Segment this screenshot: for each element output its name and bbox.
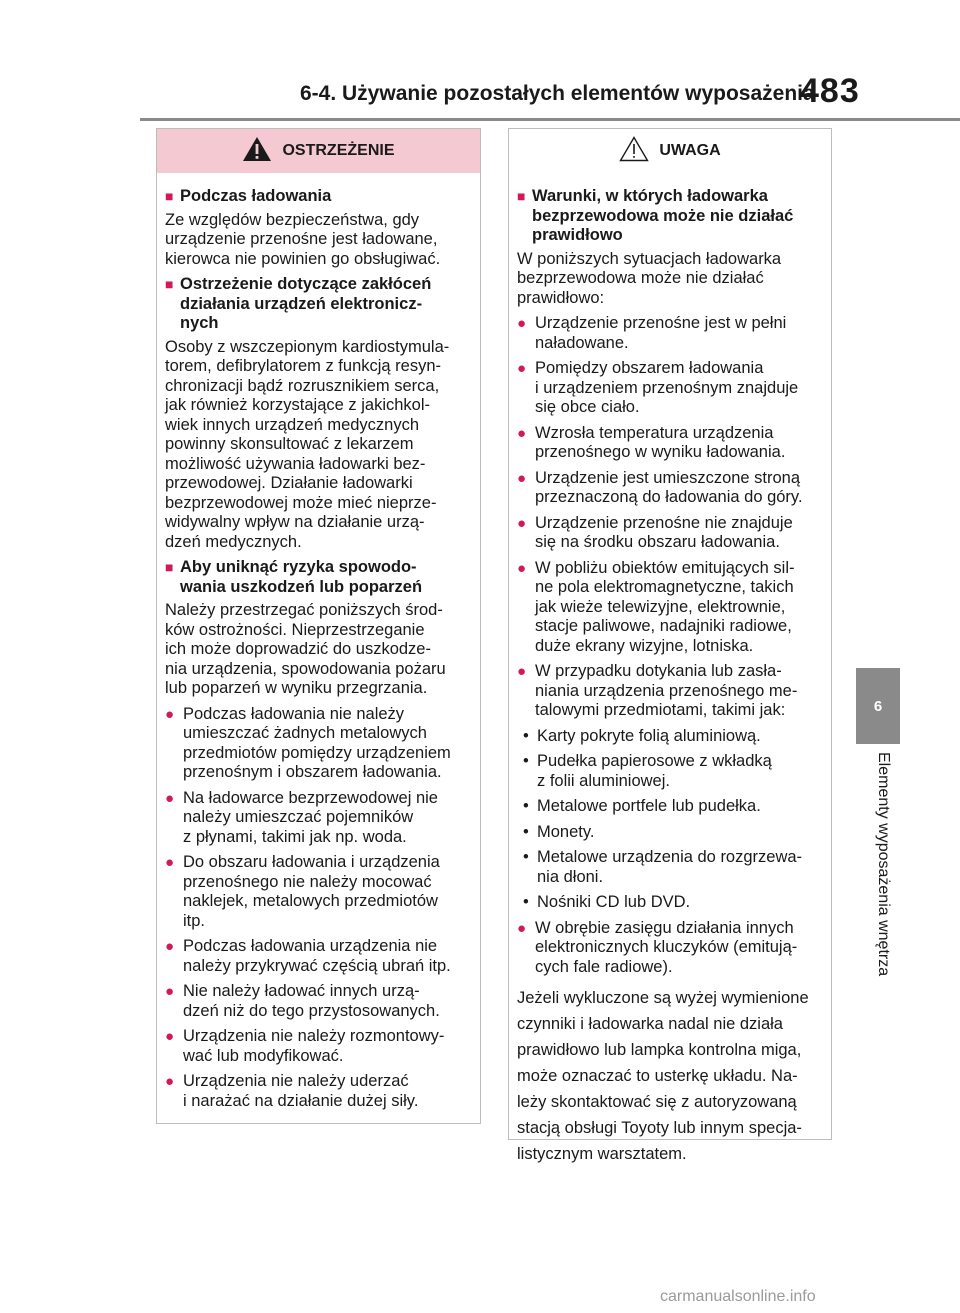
note-box [508,128,832,1163]
list-item-text: Do obszaru ładowania i urządzenia przenośnego nie należy mocować naklejek, metalowych przedmiotów itp. [183,853,440,930]
dot-marker-icon: • [523,797,529,815]
square-bullet-icon: ■ [165,188,174,204]
round-bullet-icon: ● [517,424,527,442]
list-item [165,1072,472,1111]
list-item-text: Urządzenia nie należy uderzać i narażać na działanie dużej siły. [183,1072,419,1110]
list-item [165,937,472,976]
sub-list-item-text: Nośniki CD lub DVD. [537,893,691,911]
list-item-text: Urządzenie przenośne jest w pełni naładowane. [535,314,787,352]
list-item-text: W przypadku dotykania lub zasła- niania urządzenia przenośnego me- talowymi przedmiotami, takimi jak: [535,662,798,719]
page-number: 483 [800,72,860,110]
note-box-body [509,173,831,1167]
list-item-text: W obrębie zasięgu działania innych elektronicznych kluczyków (emitują- cych fale radiowe). [535,918,798,976]
list-item-text: Urządzenie jest umieszczone stroną przeznaczoną do ładowania do góry. [535,468,803,506]
dot-marker-icon: • [523,726,529,745]
sub-list-item-text: Pudełka papierosowe z wkładką z folii aluminiowej. [537,752,772,790]
section-heading [517,187,823,246]
note-box-title: UWAGA [659,142,721,159]
round-bullet-icon: ● [517,663,527,680]
dot-marker-icon: • [523,893,529,911]
round-bullet-icon: ● [517,514,527,532]
round-bullet-icon: ● [165,938,175,955]
square-bullet-icon: ■ [165,276,174,292]
round-bullet-icon: ● [165,1028,175,1045]
round-bullet-icon: ● [165,705,175,723]
sub-list-item [523,727,823,747]
sub-list-item [523,823,823,843]
round-bullet-icon: ● [165,983,175,1000]
heading-text: Warunki, w których ładowarka bezprzewodowa może nie działać prawidłowo [532,187,794,244]
watermark-text: carmanualsonline.info [660,1288,816,1305]
list-item [517,919,823,978]
section-heading [165,558,472,597]
warning-triangle-icon [242,136,272,167]
list-item-text: Wzrosła temperatura urządzenia przenośnego w wyniku ładowania. [535,423,786,461]
list-item-text: Nie należy ładować innych urzą- dzeń niż do tego przystosowanych. [183,982,440,1020]
dot-marker-icon: • [523,822,529,841]
sub-list-item [523,893,823,913]
round-bullet-icon: ● [165,854,175,871]
warning-box-body [157,173,480,1111]
paragraph: Ze względów bezpieczeństwa, gdy urządzenie przenośne jest ładowane, kierowca nie powinien go obsługiwać. [165,210,441,268]
list-item [165,982,472,1021]
caution-triangle-icon [619,136,649,167]
list-item [165,1027,472,1066]
dot-marker-icon: • [523,752,529,770]
list-item-text: Urządzenie przenośne nie znajduje się na środku obszaru ładowania. [535,513,793,551]
list-item [517,469,823,508]
sub-list-item-text: Monety. [537,822,595,841]
list-item [517,662,823,721]
paragraph: Osoby z wszczepionym kardiostymula- torem, defibrylatorem z funkcją resyn- chronizacji bądź rozrusznikiem serca, jak również korzystające z jakichkol- wiek innych urządzeń medycznych powinny skonsultować z lekarzem możliwość używania ładowarki bez- przewodowej. Działanie ładowarki bezprzewodowej może mieć nieprze- widywalny wpływ na działanie urzą- dzeń medycznych. [165,337,450,551]
section-heading [165,187,472,207]
round-bullet-icon: ● [517,469,527,487]
list-item [517,514,823,553]
round-bullet-icon: ● [517,559,527,577]
page-header-title: 6-4. Używanie pozostałych elementów wyposażenia [300,82,815,105]
sub-list-item [523,797,823,817]
warning-box-title: OSTRZEŻENIE [282,142,395,159]
round-bullet-icon: ● [165,789,175,807]
paragraph: W poniższych sytuacjach ładowarka bezprzewodowa może nie działać prawidłowo: [517,249,782,307]
heading-text: Podczas ładowania [180,187,332,205]
sub-list-item [523,752,823,791]
list-item [517,314,823,353]
list-item [165,789,472,848]
list-item-text: W pobliżu obiektów emitujących sil- ne pola elektromagnetyczne, takich jak wieże telewizyjne, elektrownie, stacje paliwowe, nadajniki radiowe, duże ekrany wizyjne, lotniska. [535,558,795,655]
sub-list-item [523,848,823,887]
round-bullet-icon: ● [165,1073,175,1090]
list-item [517,359,823,418]
warning-box [156,128,481,1124]
warning-box-header [157,129,480,173]
heading-text: Ostrzeżenie dotyczące zakłóceń działania urządzeń elektronicz- nych [180,275,432,332]
list-item [165,705,472,783]
list-item-text: Podczas ładowania nie należy umieszczać żadnych metalowych przedmiotów pomiędzy urządzeniem przenośnym i obszarem ładowania. [183,704,451,781]
dot-marker-icon: • [523,848,529,866]
chapter-tab-label: Elementy wyposażenia wnętrza [875,752,892,977]
round-bullet-icon: ● [517,315,527,332]
list-item-text: Podczas ładowania urządzenia nie należy przykrywać częścią ubrań itp. [183,937,451,975]
list-item-text: Pomiędzy obszarem ładowania i urządzeniem przenośnym znajduje się obce ciało. [535,359,799,416]
sub-list-item-text: Metalowe portfele lub pudełka. [537,797,761,815]
heading-text: Aby uniknąć ryzyka spowodo- wania uszkodzeń lub poparzeń [180,558,423,596]
list-item-text: Urządzenia nie należy rozmontowy- wać lub modyfikować. [183,1027,445,1065]
sub-list-item-text: Metalowe urządzenia do rozgrzewa- nia dłoni. [537,848,803,886]
round-bullet-icon: ● [517,919,527,937]
sub-list-item-text: Karty pokryte folią aluminiową. [537,726,761,745]
section-heading [165,275,472,334]
round-bullet-icon: ● [517,360,527,377]
list-item [517,559,823,657]
paragraph: Należy przestrzegać poniższych środ- ków ostrożności. Nieprzestrzeganie ich może doprowadzić do uszkodze- nia urządzenia, spowodowania pożaru lub poparzeń w wyniku przegrzania. [165,601,446,697]
header-rule [140,118,960,121]
chapter-tab-number: 6 [856,668,900,744]
paragraph: Jeżeli wykluczone są wyżej wymienione czynniki i ładowarka nadal nie działa prawidłowo lub lampka kontrolna miga, może oznaczać to usterkę układu. Na- leży skontaktować się z autoryzowaną stacją obsługi Toyoty lub innym specja- listycznym warsztatem. [517,989,809,1163]
note-box-header [509,129,831,173]
square-bullet-icon: ■ [517,188,526,204]
list-item [165,853,472,931]
list-item [517,424,823,463]
list-item-text: Na ładowarce bezprzewodowej nie należy umieszczać pojemników z płynami, takimi jak np. woda. [183,788,438,846]
square-bullet-icon: ■ [165,559,174,575]
